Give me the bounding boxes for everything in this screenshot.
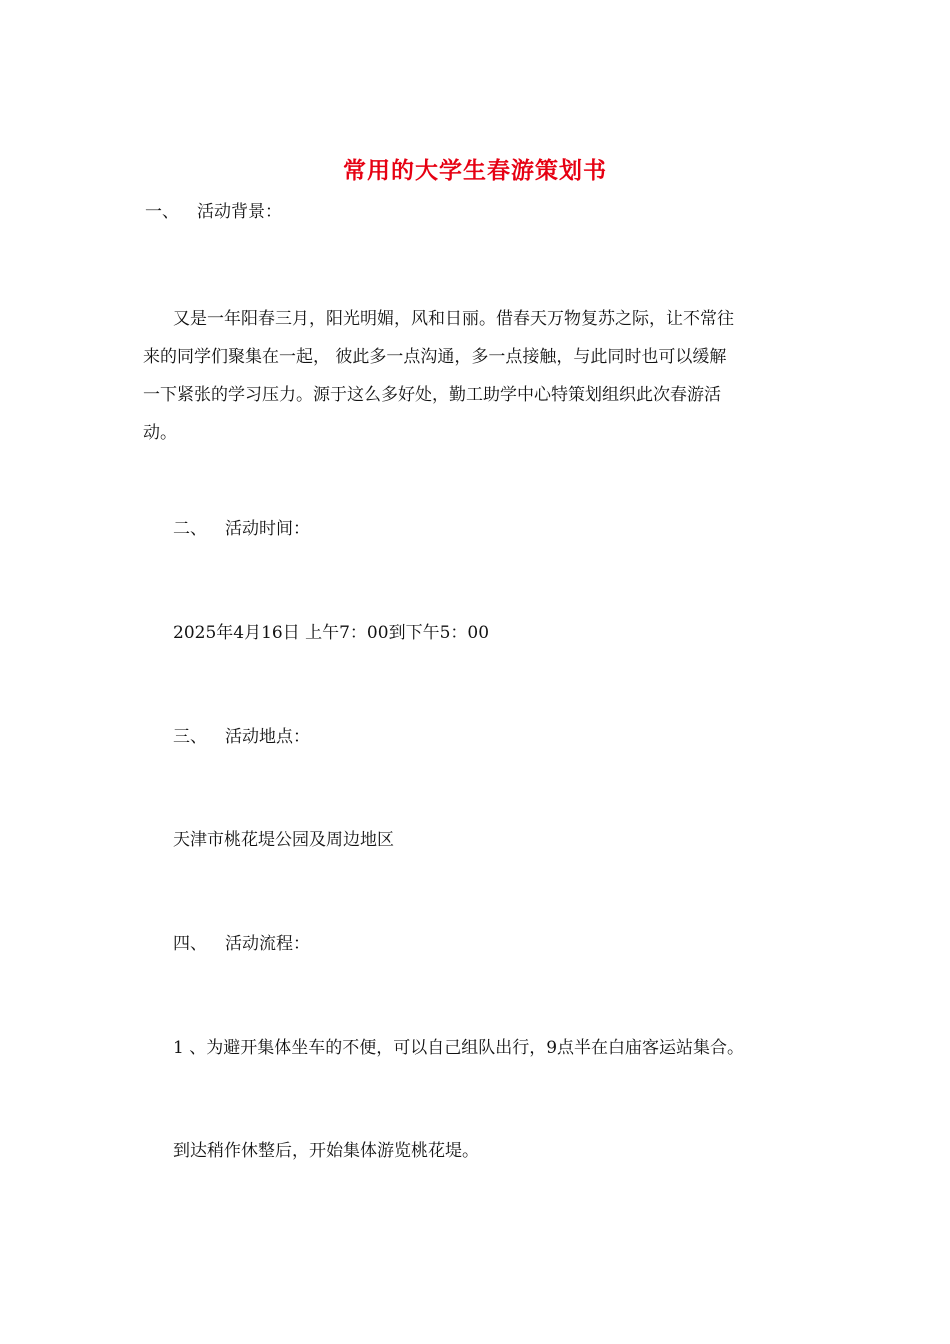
section-heading-label: 活动流程：	[225, 934, 310, 954]
section-heading-label: 活动时间：	[225, 519, 310, 539]
paragraph-line: 一下紧张的学习压力。源于这么多好处，勤工助学中心特策划组织此次春游活	[143, 385, 721, 405]
activity-location: 天津市桃花堤公园及周边地区	[173, 830, 394, 850]
process-step-1: 1 、为避开集体坐车的不便，可以自己组队出行，9点半在白庙客运站集合。	[173, 1038, 745, 1058]
paragraph-line: 又是一年阳春三月，阳光明媚，风和日丽。借春天万物复苏之际，让不常往	[173, 309, 734, 329]
paragraph-line: 动。	[143, 423, 177, 443]
section-number: 三、	[173, 727, 207, 747]
document-title: 常用的大学生春游策划书	[343, 157, 607, 184]
process-step-1-continued: 到达稍作休整后，开始集体游览桃花堤。	[173, 1141, 479, 1161]
section-heading-location	[173, 725, 310, 749]
background-paragraph	[143, 300, 813, 452]
section-heading-label: 活动地点：	[225, 727, 310, 747]
section-heading-time	[173, 517, 310, 541]
section-number: 二、	[173, 519, 207, 539]
section-heading-background	[145, 200, 282, 224]
section-heading-process	[173, 932, 310, 956]
section-heading-label: 活动背景：	[197, 202, 282, 222]
activity-time: 2025年4月16日 上午7：00到下午5：00	[173, 623, 490, 643]
section-number: 四、	[173, 934, 207, 954]
section-number: 一、	[145, 202, 179, 222]
paragraph-line: 来的同学们聚集在一起， 彼此多一点沟通，多一点接触，与此同时也可以缓解	[143, 347, 727, 367]
